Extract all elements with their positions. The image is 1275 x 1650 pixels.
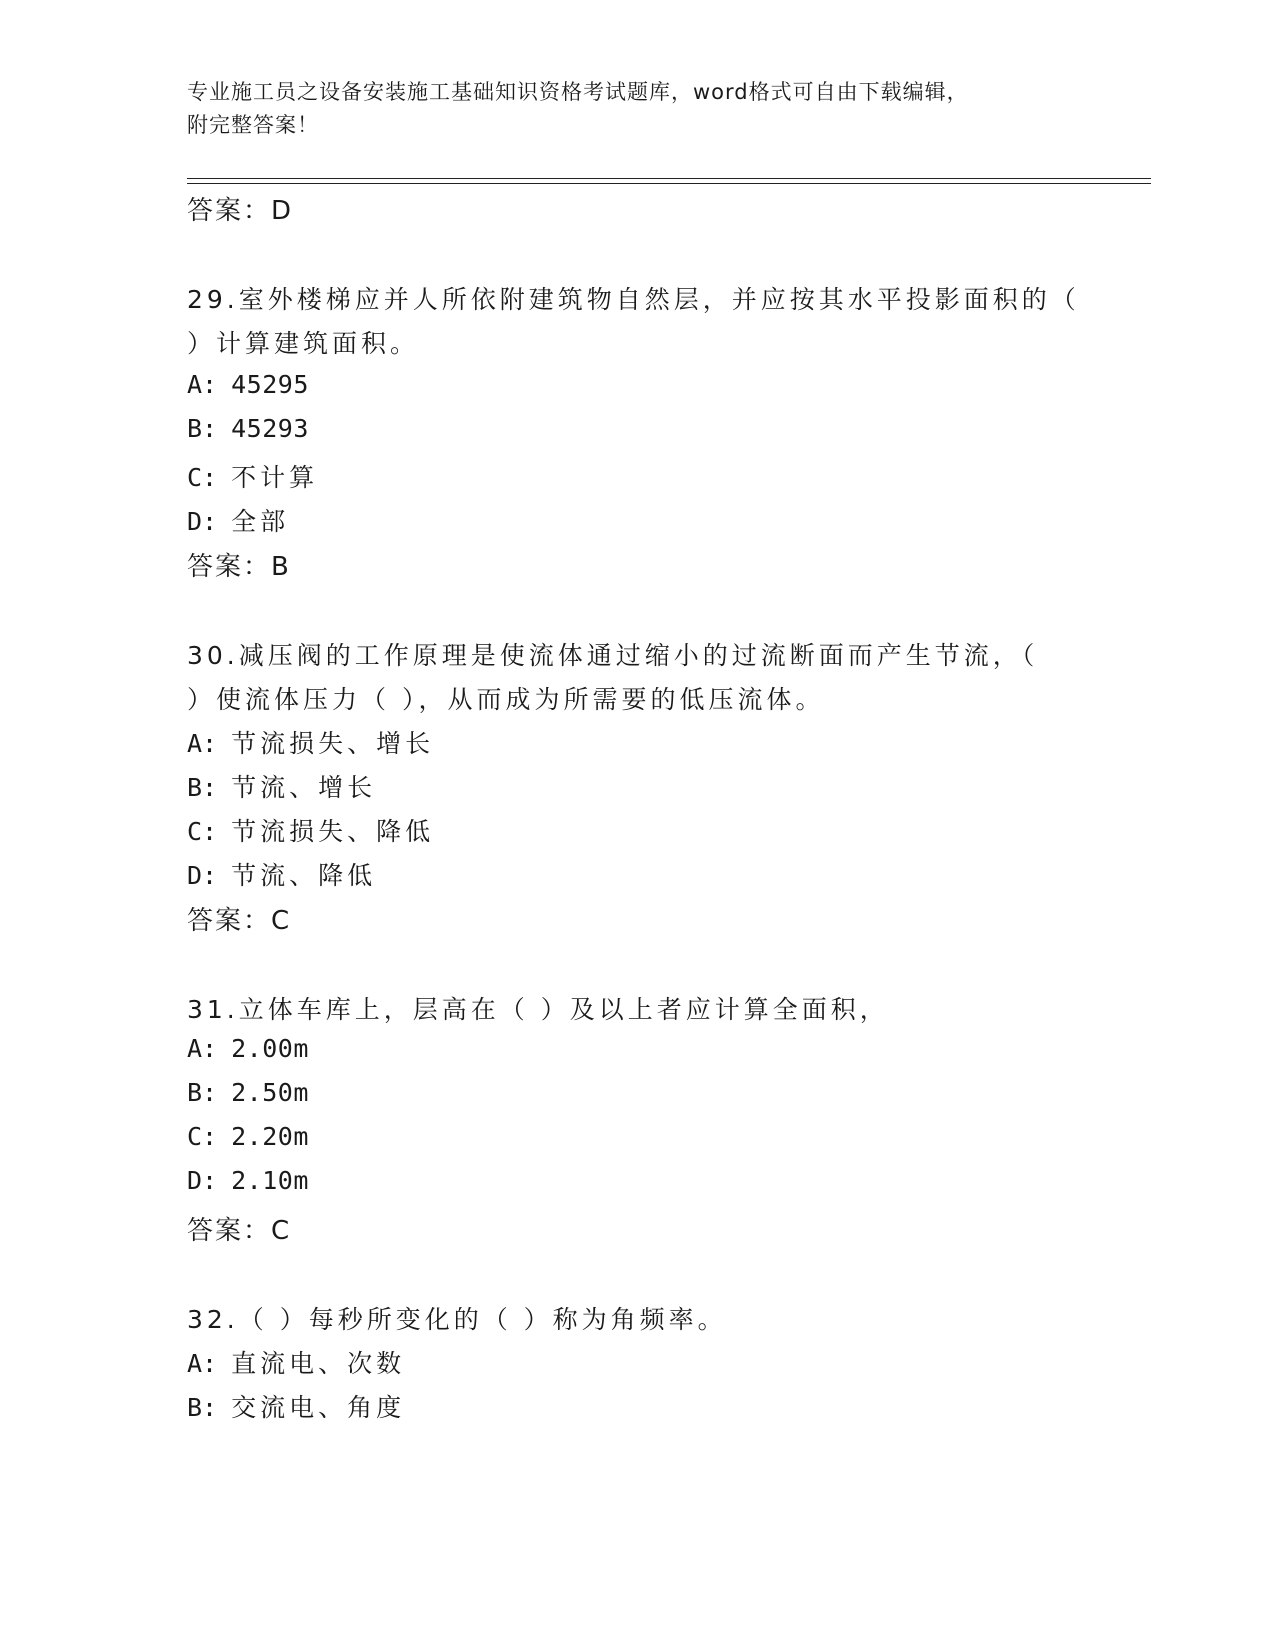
option-key: A:	[187, 1349, 218, 1378]
option-text: 2.00m	[231, 1034, 309, 1063]
question-29-option-c	[187, 458, 318, 494]
question-29-option-d	[187, 502, 289, 538]
question-29-option-b	[187, 414, 309, 443]
option-key: C:	[187, 463, 218, 492]
option-text: 45293	[231, 414, 309, 443]
question-32-option-b	[187, 1388, 405, 1424]
question-30-option-d	[187, 856, 376, 892]
option-key: A:	[187, 1034, 218, 1063]
question-30-option-a	[187, 724, 434, 760]
question-30-stem-line-2: ）使流体压力（ ），从而成为所需要的低压流体。	[187, 685, 825, 714]
option-key: B:	[187, 1078, 218, 1107]
option-text: 直流电、次数	[231, 1349, 406, 1378]
option-text: 不计算	[231, 463, 319, 492]
question-29-stem-line-1: 29.室外楼梯应并人所依附建筑物自然层，并应按其水平投影面积的（	[187, 285, 1080, 314]
option-key: B:	[187, 414, 218, 443]
question-31-option-a	[187, 1034, 309, 1063]
option-key: C:	[187, 1122, 218, 1151]
question-32-stem: 32.（ ）每秒所变化的（ ）称为角频率。	[187, 1305, 727, 1334]
option-key: A:	[187, 729, 218, 758]
option-key: B:	[187, 773, 218, 802]
option-text: 全部	[231, 507, 290, 536]
question-31-answer: 答案：C	[187, 1216, 292, 1246]
option-key: C:	[187, 817, 218, 846]
option-key: D:	[187, 861, 218, 890]
previous-answer: 答案：D	[187, 196, 294, 226]
header-divider-bottom	[187, 183, 1151, 184]
option-text: 2.20m	[231, 1122, 309, 1151]
option-text: 45295	[231, 370, 309, 399]
question-31-option-b	[187, 1078, 309, 1107]
option-key: D:	[187, 507, 218, 536]
question-30-stem-line-1: 30.减压阀的工作原理是使流体通过缩小的过流断面而产生节流，（	[187, 641, 1039, 670]
header-line-1: 专业施工员之设备安装施工基础知识资格考试题库，word格式可自由下载编辑，	[187, 80, 969, 104]
question-29-stem-line-2: ）计算建筑面积。	[187, 329, 420, 358]
option-text: 节流、降低	[231, 861, 377, 890]
option-text: 节流、增长	[231, 773, 377, 802]
question-31-option-d	[187, 1166, 309, 1195]
header-line-2: 附完整答案！	[187, 113, 319, 137]
question-31-option-c	[187, 1122, 309, 1151]
option-text: 2.50m	[231, 1078, 309, 1107]
question-30-answer: 答案：C	[187, 906, 292, 936]
question-30-option-b	[187, 768, 376, 804]
option-key: D:	[187, 1166, 218, 1195]
question-29-option-a	[187, 370, 309, 399]
question-31-stem: 31.立体车库上，层高在（ ）及以上者应计算全面积，	[187, 995, 889, 1024]
option-text: 节流损失、增长	[231, 729, 435, 758]
option-text: 节流损失、降低	[231, 817, 435, 846]
option-key: A:	[187, 370, 218, 399]
option-text: 交流电、角度	[231, 1393, 406, 1422]
header-divider-top	[187, 178, 1151, 179]
question-30-option-c	[187, 812, 434, 848]
page-header	[187, 76, 1087, 142]
option-key: B:	[187, 1393, 218, 1422]
question-29-answer: 答案：B	[187, 552, 291, 582]
question-32-option-a	[187, 1344, 405, 1380]
option-text: 2.10m	[231, 1166, 309, 1195]
